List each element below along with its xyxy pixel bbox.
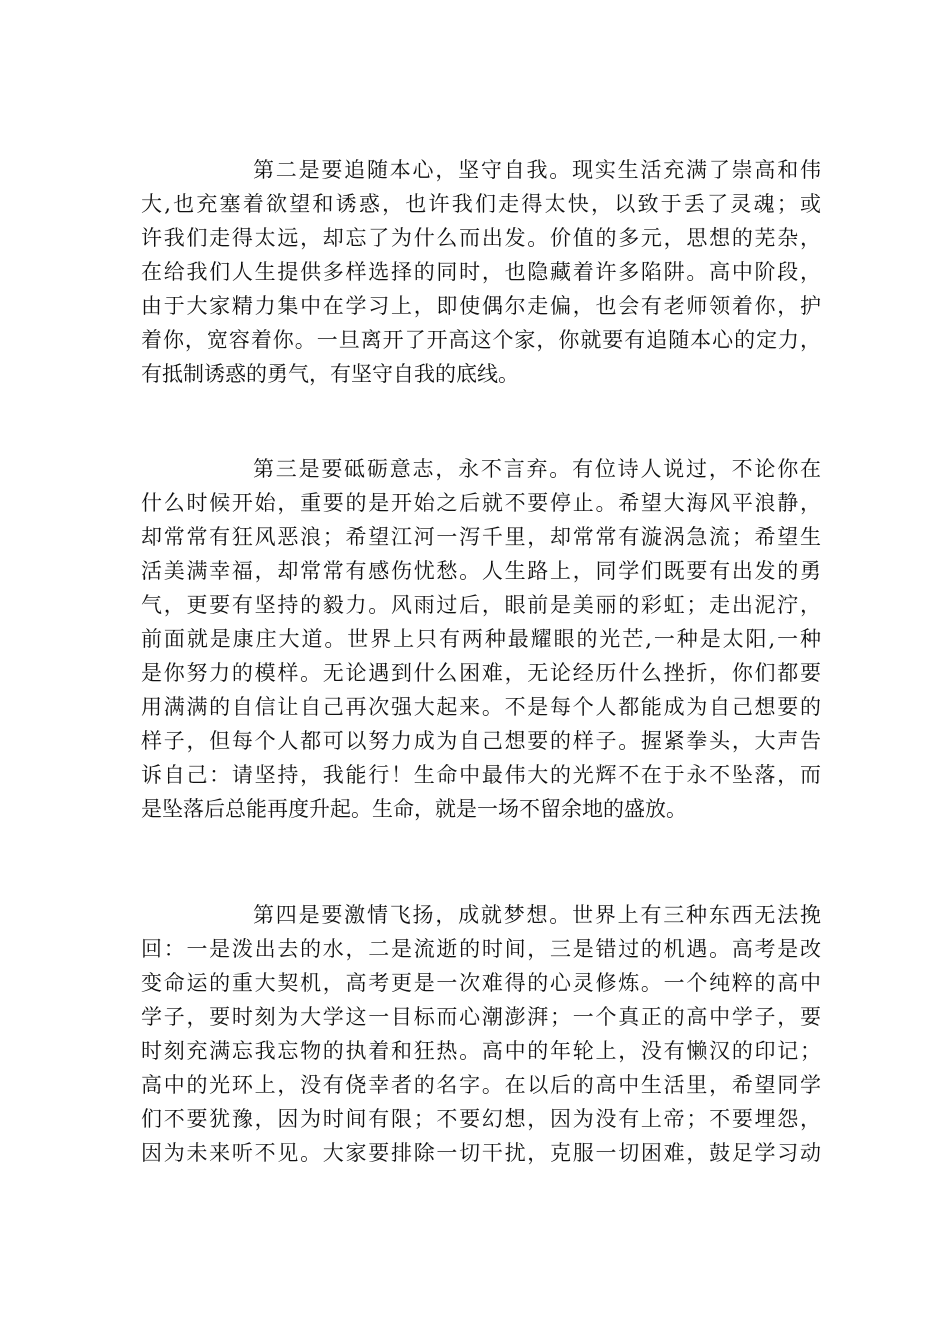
- paragraph-passion-dreams: [141, 898, 821, 1170]
- text-line: 第四是要激情飞扬，成就梦想。世界上有三种东西无法挽: [253, 903, 821, 927]
- text-line: 们不要犹豫，因为时间有限；不要幻想，因为没有上帝；不要埋怨，: [141, 1107, 821, 1131]
- text-line: 学子，要时刻为大学这一目标而心潮澎湃；一个真正的高中学子，要: [141, 1005, 821, 1029]
- paragraph-temper-will: [141, 452, 821, 826]
- text-line: 许我们走得太远，却忘了为什么而出发。价值的多元，思想的芜杂，: [141, 226, 821, 250]
- text-line: 第二是要追随本心，坚守自我。现实生活充满了崇高和伟: [253, 158, 821, 182]
- text-line: 气，更要有坚持的毅力。风雨过后，眼前是美丽的彩虹；走出泥泞，: [141, 593, 821, 617]
- text-line: 有抵制诱惑的勇气，有坚守自我的底线。: [141, 362, 519, 386]
- text-line: 用满满的自信让自己再次强大起来。不是每个人都能成为自己想要的: [141, 695, 821, 719]
- text-line: 是你努力的模样。无论遇到什么困难，无论经历什么挫折，你们都要: [141, 661, 821, 685]
- text-line: 时刻充满忘我忘物的执着和狂热。高中的年轮上，没有懒汉的印记；: [141, 1039, 821, 1063]
- text-line: 是坠落后总能再度升起。生命，就是一场不留余地的盛放。: [141, 797, 687, 821]
- text-line: 着你，宽容着你。一旦离开了开高这个家，你就要有追随本心的定力，: [141, 328, 821, 352]
- text-line: 高中的光环上，没有侥幸者的名字。在以后的高中生活里，希望同学: [141, 1073, 821, 1097]
- text-line: 由于大家精力集中在学习上，即使偶尔走偏，也会有老师领着你，护: [141, 294, 821, 318]
- text-line: 前面就是康庄大道。世界上只有两种最耀眼的光芒,一种是太阳,一种: [141, 627, 821, 651]
- text-line: 什么时候开始，重要的是开始之后就不要停止。希望大海风平浪静，: [141, 491, 821, 515]
- text-line: 第三是要砥砺意志，永不言弃。有位诗人说过，不论你在: [253, 457, 821, 481]
- text-line: 在给我们人生提供多样选择的同时，也隐藏着许多陷阱。高中阶段，: [141, 260, 821, 284]
- text-line: 诉自己：请坚持，我能行！生命中最伟大的光辉不在于永不坠落，而: [141, 763, 821, 787]
- paragraph-follow-heart: [141, 153, 821, 391]
- text-line: 因为未来听不见。大家要排除一切干扰，克服一切困难，鼓足学习动: [141, 1141, 821, 1165]
- text-line: 变命运的重大契机，高考更是一次难得的心灵修炼。一个纯粹的高中: [141, 971, 821, 995]
- text-line: 回：一是泼出去的水，二是流逝的时间，三是错过的机遇。高考是改: [141, 937, 821, 961]
- text-line: 样子，但每个人都可以努力成为自己想要的样子。握紧拳头，大声告: [141, 729, 821, 753]
- text-line: 却常常有狂风恶浪；希望江河一泻千里，却常常有漩涡急流；希望生: [141, 525, 821, 549]
- text-line: 活美满幸福，却常常有感伤忧愁。人生路上，同学们既要有出发的勇: [141, 559, 821, 583]
- text-line: 大,也充塞着欲望和诱惑，也许我们走得太快，以致于丢了灵魂；或: [141, 192, 821, 216]
